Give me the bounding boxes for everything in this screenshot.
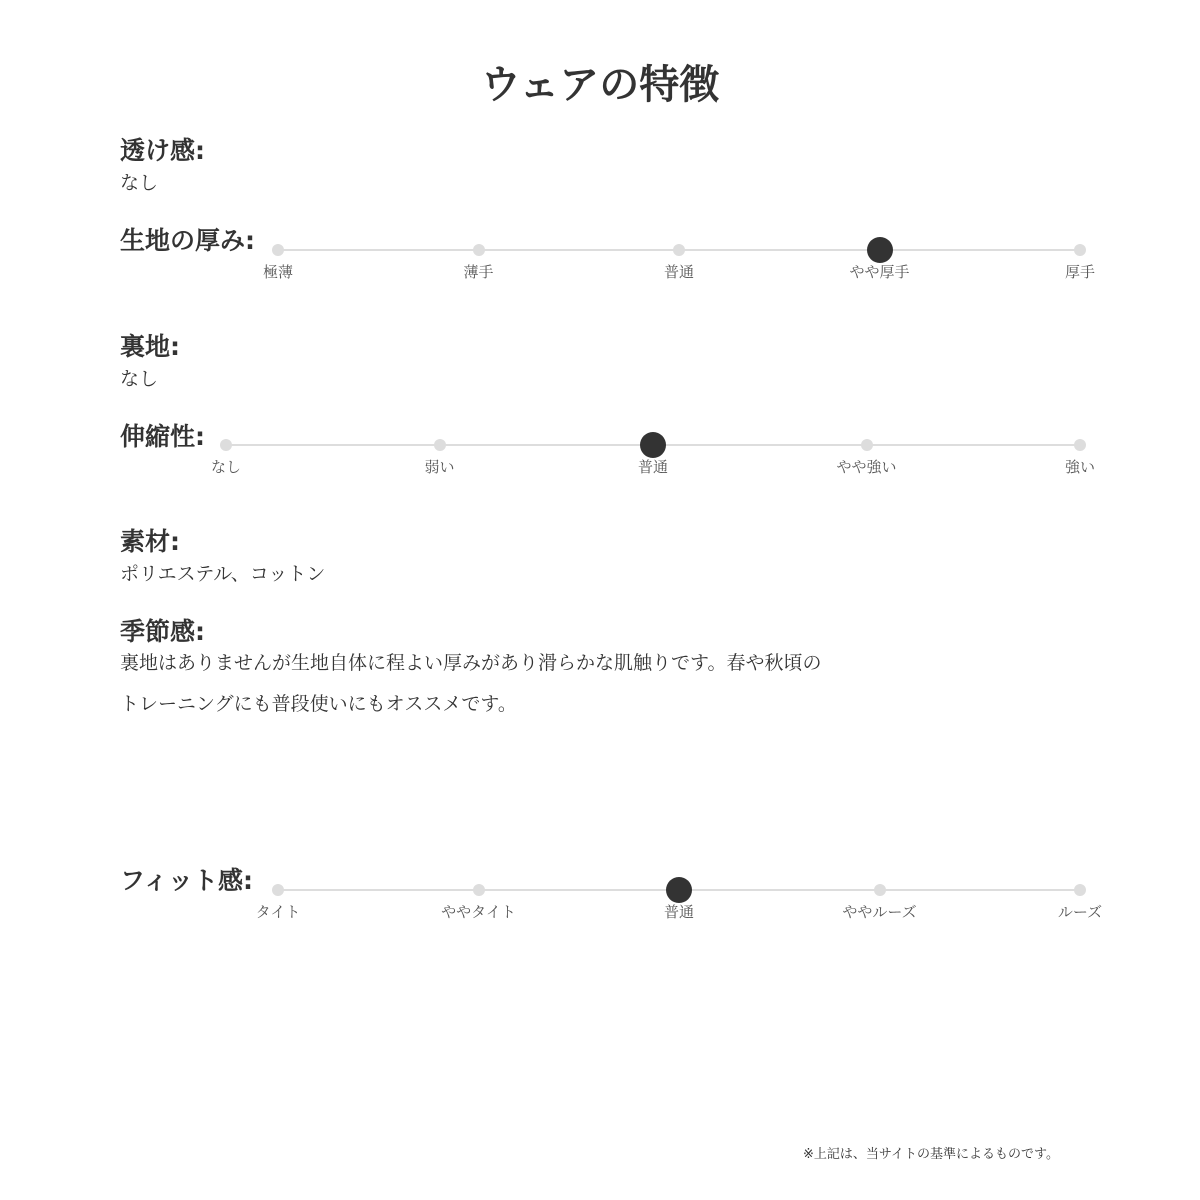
- stretch-scale-selected-marker: [640, 432, 666, 458]
- fit-scale-dot: [473, 884, 485, 896]
- fit-scale-option-label: 普通: [663, 903, 694, 921]
- lining-label: 裏地:: [120, 332, 180, 361]
- thickness-scale-option-label: 極薄: [262, 263, 293, 281]
- thickness-scale-selected-marker: [867, 237, 893, 263]
- fit-scale-selected-marker: [666, 877, 692, 903]
- fit-scale-option-label: ややタイト: [441, 903, 516, 921]
- thickness-scale-dot: [272, 244, 284, 256]
- page-title: ウェアの特徴: [480, 62, 720, 108]
- season-label: 季節感:: [120, 617, 205, 646]
- stretch-scale-option-label: なし: [210, 458, 241, 476]
- stretch-label: 伸縮性:: [120, 422, 205, 451]
- fit-scale-option-label: タイト: [255, 903, 301, 921]
- season-line-1: 裏地はありませんが生地自体に程よい厚みがあり滑らかな肌触りです。春や秋頃の: [120, 652, 822, 674]
- stretch-scale-option-label: 普通: [637, 458, 668, 476]
- sheer-label: 透け感:: [120, 136, 205, 165]
- thickness-scale-dot: [673, 244, 685, 256]
- thickness-scale-dot: [1074, 244, 1086, 256]
- stretch-scale-option-label: 強い: [1064, 458, 1095, 476]
- stretch-scale-dot: [1074, 439, 1086, 451]
- sheer-value: なし: [120, 172, 159, 194]
- season-line-2: トレーニングにも普段使いにもオススメです。: [120, 693, 517, 715]
- fit-label: フィット感:: [120, 866, 253, 895]
- fit-scale-dot: [272, 884, 284, 896]
- thickness-scale-option-label: 普通: [663, 263, 694, 281]
- fit-scale-option-label: ややルーズ: [842, 903, 917, 921]
- stretch-scale-dot: [434, 439, 446, 451]
- thickness-label: 生地の厚み:: [120, 226, 255, 255]
- fit-scale-dot: [874, 884, 886, 896]
- season-description: [120, 643, 1080, 725]
- stretch-scale-dot: [220, 439, 232, 451]
- thickness-scale-option-label: 厚手: [1064, 263, 1095, 281]
- material-label: 素材:: [120, 527, 180, 556]
- stretch-scale-option-label: 弱い: [424, 458, 455, 476]
- stretch-scale-option-label: やや強い: [836, 458, 897, 476]
- thickness-scale-dot: [473, 244, 485, 256]
- fit-scale-dot: [1074, 884, 1086, 896]
- thickness-scale-option-label: 薄手: [463, 263, 494, 281]
- fit-scale-option-label: ルーズ: [1057, 903, 1103, 921]
- lining-value: なし: [120, 368, 159, 390]
- stretch-scale-dot: [861, 439, 873, 451]
- material-value: ポリエステル、コットン: [120, 563, 326, 585]
- footnote: ※上記は、当サイトの基準によるものです。: [803, 1147, 1059, 1162]
- thickness-scale-option-label: やや厚手: [849, 263, 910, 281]
